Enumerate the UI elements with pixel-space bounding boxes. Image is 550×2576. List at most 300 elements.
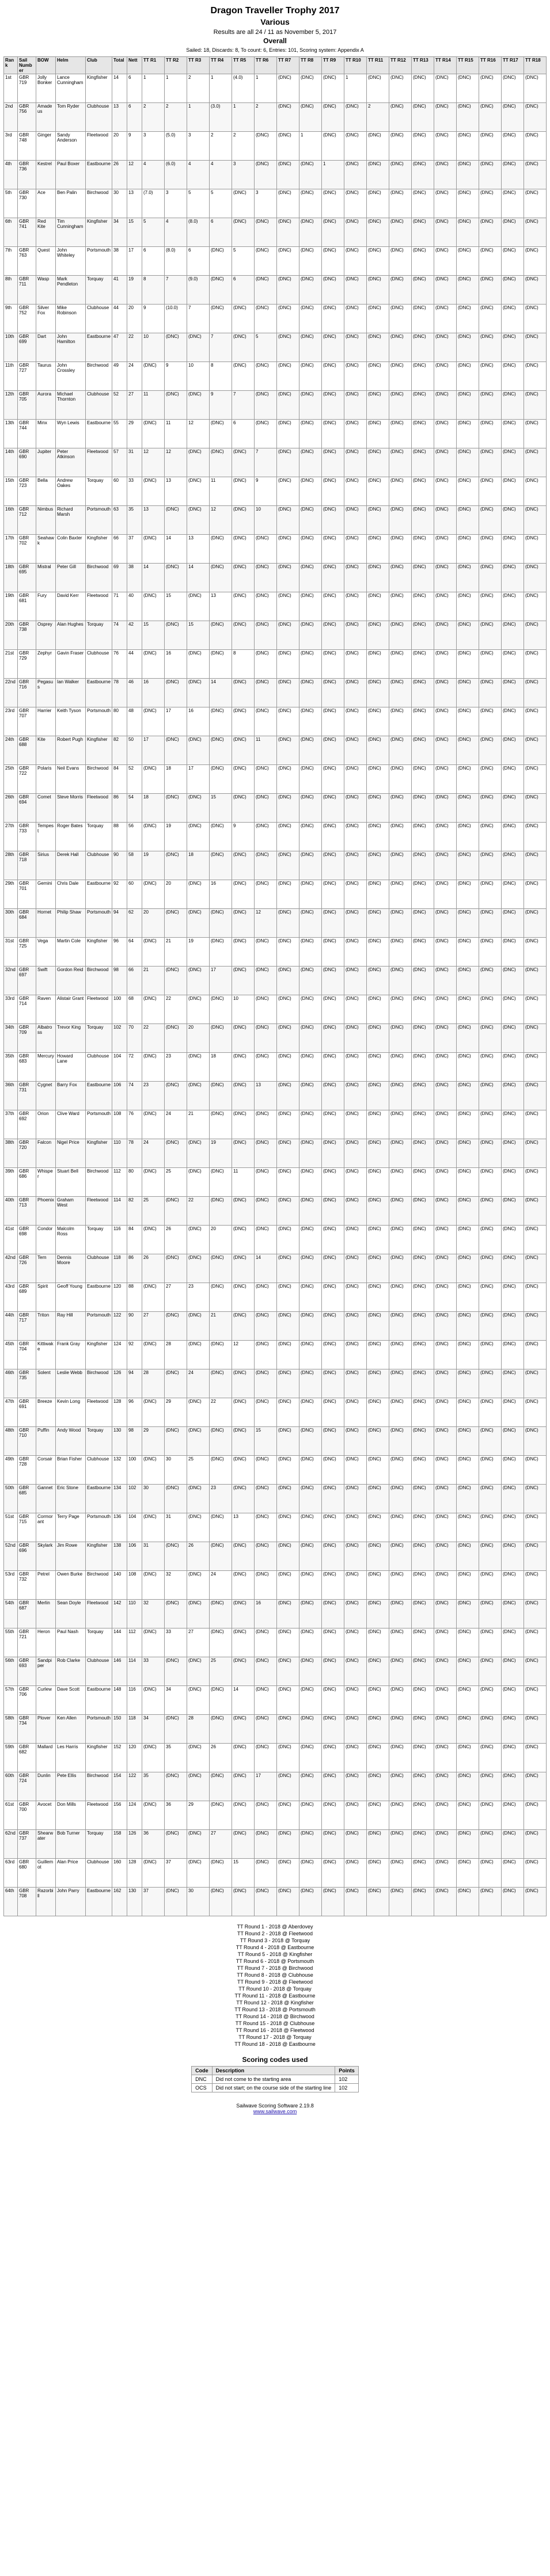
table-cell: (DNC)	[187, 1772, 210, 1801]
table-cell: (DNC)	[389, 333, 412, 362]
table-cell: (DNC)	[299, 621, 322, 650]
table-cell: (DNC)	[187, 880, 210, 909]
table-cell: (DNC)	[367, 1082, 389, 1110]
table-cell: (DNC)	[322, 1427, 344, 1456]
table-cell: (DNC)	[255, 1485, 277, 1513]
table-cell: (DNC)	[502, 1571, 524, 1600]
table-cell: (DNC)	[210, 1715, 232, 1744]
table-cell: 10	[232, 995, 255, 1024]
table-cell: 28	[142, 1369, 165, 1398]
table-cell: (DNC)	[322, 1686, 344, 1715]
column-header: Club	[86, 57, 112, 74]
table-cell: (DNC)	[412, 333, 434, 362]
table-cell: (DNC)	[434, 1254, 457, 1283]
table-cell: (DNC)	[457, 1686, 479, 1715]
table-cell: Pegasus	[36, 679, 56, 707]
table-cell: (DNC)	[367, 1226, 389, 1254]
table-cell: (DNC)	[479, 1772, 502, 1801]
column-header: BOW	[36, 57, 56, 74]
table-row	[4, 1427, 547, 1456]
table-cell: (DNC)	[479, 1686, 502, 1715]
table-cell: GBR 720	[18, 1139, 36, 1168]
table-cell: 48	[127, 707, 142, 736]
table-cell: (DNC)	[434, 880, 457, 909]
table-cell: (DNC)	[232, 1110, 255, 1139]
table-cell: GBR 744	[18, 420, 36, 448]
table-cell: (DNC)	[434, 621, 457, 650]
table-row	[4, 74, 547, 103]
table-cell: (DNC)	[367, 276, 389, 305]
table-cell: (DNC)	[255, 851, 277, 880]
table-cell: (DNC)	[524, 132, 547, 161]
table-cell: 15	[187, 621, 210, 650]
table-cell: (DNC)	[210, 448, 232, 477]
table-cell: GBR 692	[18, 1110, 36, 1139]
table-cell: Kingfisher	[86, 1542, 112, 1571]
table-cell: (DNC)	[322, 1628, 344, 1657]
table-cell: 4	[165, 218, 187, 247]
table-cell: 71	[112, 592, 127, 621]
table-cell: (DNC)	[255, 161, 277, 189]
table-cell: Guillemot	[36, 1859, 56, 1888]
table-cell: (DNC)	[389, 391, 412, 420]
table-cell: (DNC)	[479, 247, 502, 276]
table-cell: (DNC)	[232, 1830, 255, 1859]
table-cell: 132	[112, 1456, 127, 1485]
table-cell: Philip Shaw	[56, 909, 86, 938]
table-cell: (DNC)	[344, 103, 367, 132]
table-cell: (DNC)	[412, 189, 434, 218]
table-cell: (DNC)	[255, 362, 277, 391]
table-cell: Gannet	[36, 1485, 56, 1513]
table-cell: Polaris	[36, 765, 56, 794]
table-cell: (DNC)	[457, 1830, 479, 1859]
table-cell: Raven	[36, 995, 56, 1024]
table-cell: 50	[127, 736, 142, 765]
table-cell: (DNC)	[322, 909, 344, 938]
table-cell: (DNC)	[457, 1456, 479, 1485]
table-cell: (DNC)	[344, 132, 367, 161]
table-cell: Tern	[36, 1254, 56, 1283]
table-cell: (DNC)	[457, 1197, 479, 1226]
table-cell: (DNC)	[457, 1801, 479, 1830]
table-cell: 26	[210, 1744, 232, 1772]
table-cell: (DNC)	[479, 161, 502, 189]
table-cell: Eastbourne	[86, 1888, 112, 1916]
table-cell: Kingfisher	[86, 74, 112, 103]
table-cell: 15	[142, 621, 165, 650]
table-cell: 47	[112, 333, 127, 362]
page-title: Dragon Traveller Trophy 2017	[210, 6, 340, 16]
table-cell: 50th	[4, 1485, 18, 1513]
table-cell: (DNC)	[277, 1139, 299, 1168]
table-cell: (DNC)	[524, 880, 547, 909]
table-cell: 16	[210, 880, 232, 909]
table-cell: (DNC)	[457, 1485, 479, 1513]
table-cell: (DNC)	[479, 1830, 502, 1859]
table-cell: (DNC)	[187, 391, 210, 420]
table-cell: (DNC)	[524, 765, 547, 794]
table-cell: (DNC)	[344, 362, 367, 391]
table-cell: (DNC)	[210, 1197, 232, 1226]
table-cell: GBR 710	[18, 1427, 36, 1456]
table-cell: (DNC)	[142, 1686, 165, 1715]
table-cell: (DNC)	[165, 1197, 187, 1226]
table-cell: (DNC)	[344, 621, 367, 650]
table-cell: 116	[112, 1226, 127, 1254]
column-header: Sail Number	[18, 57, 36, 74]
table-cell: (DNC)	[187, 794, 210, 823]
table-cell: (DNC)	[165, 1657, 187, 1686]
table-cell: (DNC)	[277, 247, 299, 276]
table-cell: (DNC)	[479, 1485, 502, 1513]
table-cell: (DNC)	[502, 967, 524, 995]
table-cell: (DNC)	[434, 1715, 457, 1744]
table-cell: (DNC)	[255, 938, 277, 967]
table-cell: (DNC)	[412, 1254, 434, 1283]
table-cell: 102	[127, 1485, 142, 1513]
table-cell: (DNC)	[322, 535, 344, 564]
table-cell: (DNC)	[479, 909, 502, 938]
table-cell: (DNC)	[187, 995, 210, 1024]
table-cell: (DNC)	[299, 1341, 322, 1369]
table-cell: (DNC)	[165, 1082, 187, 1110]
table-cell: (DNC)	[502, 736, 524, 765]
table-cell: (DNC)	[502, 1024, 524, 1053]
table-cell: (DNC)	[210, 1686, 232, 1715]
table-cell: (DNC)	[277, 909, 299, 938]
table-cell: Ginger	[36, 132, 56, 161]
table-cell: (DNC)	[389, 621, 412, 650]
table-cell: (DNC)	[412, 103, 434, 132]
table-cell: (DNC)	[322, 1369, 344, 1398]
table-cell: (DNC)	[165, 1369, 187, 1398]
table-cell: (DNC)	[322, 592, 344, 621]
table-cell: (DNC)	[142, 707, 165, 736]
table-cell: GBR 693	[18, 1657, 36, 1686]
table-cell: Birchwood	[86, 564, 112, 592]
table-cell: (DNC)	[412, 218, 434, 247]
table-cell: 31	[165, 1513, 187, 1542]
table-cell: 116	[127, 1686, 142, 1715]
table-cell: GBR 723	[18, 477, 36, 506]
table-cell: 30	[187, 1888, 210, 1916]
table-cell: (DNC)	[412, 477, 434, 506]
table-cell: 40	[127, 592, 142, 621]
table-cell: (DNC)	[255, 650, 277, 679]
table-cell: 130	[112, 1427, 127, 1456]
table-cell: (DNC)	[524, 1369, 547, 1398]
table-cell: (DNC)	[479, 1744, 502, 1772]
table-cell: (DNC)	[367, 74, 389, 103]
table-cell: (DNC)	[232, 1053, 255, 1082]
table-cell: 51st	[4, 1513, 18, 1542]
table-cell: Kestrel	[36, 161, 56, 189]
table-cell: (DNC)	[344, 736, 367, 765]
table-cell: (DNC)	[277, 132, 299, 161]
column-header: TT R14	[434, 57, 457, 74]
table-cell: (DNC)	[479, 1024, 502, 1053]
table-cell: GBR 712	[18, 506, 36, 535]
table-cell: (DNC)	[322, 1398, 344, 1427]
table-cell: 13	[210, 592, 232, 621]
table-cell: 29	[127, 420, 142, 448]
table-cell: (DNC)	[524, 1686, 547, 1715]
table-cell: (DNC)	[524, 650, 547, 679]
column-header: Nett	[127, 57, 142, 74]
table-cell: (DNC)	[479, 707, 502, 736]
table-cell: 13	[165, 477, 187, 506]
table-cell: (DNC)	[502, 1312, 524, 1341]
table-cell: 60th	[4, 1772, 18, 1801]
table-cell: (DNC)	[232, 1082, 255, 1110]
table-cell: (DNC)	[210, 909, 232, 938]
table-cell: (DNC)	[299, 823, 322, 851]
table-cell: 74	[112, 621, 127, 650]
table-cell: (DNC)	[232, 592, 255, 621]
table-cell: (DNC)	[389, 909, 412, 938]
table-cell: Peter Gill	[56, 564, 86, 592]
table-cell: (DNC)	[457, 621, 479, 650]
table-cell: (DNC)	[299, 506, 322, 535]
table-cell: 14th	[4, 448, 18, 477]
table-cell: (DNC)	[524, 1801, 547, 1830]
table-cell: (DNC)	[232, 564, 255, 592]
table-cell: (DNC)	[457, 736, 479, 765]
table-cell: (DNC)	[142, 1398, 165, 1427]
table-row	[4, 247, 547, 276]
table-cell: (DNC)	[412, 592, 434, 621]
table-cell: (DNC)	[277, 679, 299, 707]
table-cell: (5.0)	[165, 132, 187, 161]
table-cell: 46th	[4, 1369, 18, 1398]
table-cell: (DNC)	[412, 1830, 434, 1859]
table-cell: 13	[142, 506, 165, 535]
table-cell: Don Mills	[56, 1801, 86, 1830]
table-cell: (DNC)	[277, 650, 299, 679]
table-cell: (DNC)	[412, 161, 434, 189]
table-cell: (DNC)	[142, 1628, 165, 1657]
table-cell: (DNC)	[277, 1513, 299, 1542]
table-cell: Fleetwood	[86, 448, 112, 477]
table-cell: (DNC)	[232, 1542, 255, 1571]
race-note: TT Round 14 - 2018 @ Birchwood	[236, 2014, 314, 2019]
table-row	[4, 765, 547, 794]
table-cell: (DNC)	[277, 564, 299, 592]
table-cell: (DNC)	[142, 1456, 165, 1485]
table-cell: Eastbourne	[86, 1283, 112, 1312]
table-cell: 52	[112, 391, 127, 420]
table-cell: Mercury	[36, 1053, 56, 1082]
table-cell: (DNC)	[457, 1254, 479, 1283]
table-cell: (DNC)	[210, 1628, 232, 1657]
table-cell: Sandpiper	[36, 1657, 56, 1686]
table-cell: 23	[165, 1053, 187, 1082]
table-cell: 33	[142, 1657, 165, 1686]
table-cell: 55	[112, 420, 127, 448]
table-cell: 61st	[4, 1801, 18, 1830]
table-cell: (DNC)	[165, 621, 187, 650]
table-cell: 49	[112, 362, 127, 391]
table-cell: 24	[187, 1369, 210, 1398]
table-cell: (DNC)	[277, 1456, 299, 1485]
table-cell: (DNC)	[479, 1859, 502, 1888]
table-cell: Mistral	[36, 564, 56, 592]
table-cell: (4.0)	[232, 74, 255, 103]
table-cell: (DNC)	[479, 967, 502, 995]
table-row	[4, 333, 547, 362]
table-cell: 23rd	[4, 707, 18, 736]
table-cell: (DNC)	[502, 851, 524, 880]
table-cell: Birchwood	[86, 765, 112, 794]
table-cell: (DNC)	[434, 448, 457, 477]
column-header: TT R6	[255, 57, 277, 74]
table-cell: (DNC)	[412, 391, 434, 420]
table-cell: (DNC)	[277, 1715, 299, 1744]
table-cell: Portsmouth	[86, 1110, 112, 1139]
table-cell: Fleetwood	[86, 1398, 112, 1427]
table-cell: (DNC)	[389, 736, 412, 765]
table-cell: Brian Fisher	[56, 1456, 86, 1485]
table-cell: (DNC)	[277, 1254, 299, 1283]
table-cell: (DNC)	[389, 1283, 412, 1312]
table-cell: (DNC)	[322, 967, 344, 995]
table-cell: (DNC)	[255, 707, 277, 736]
table-cell: (DNC)	[322, 707, 344, 736]
table-cell: (DNC)	[412, 1082, 434, 1110]
codes-cell: OCS	[192, 2084, 213, 2092]
table-cell: 9	[232, 823, 255, 851]
table-cell: (DNC)	[502, 765, 524, 794]
table-cell: (DNC)	[412, 1456, 434, 1485]
table-cell: Torquay	[86, 1427, 112, 1456]
table-cell: (DNC)	[344, 880, 367, 909]
table-cell: 63rd	[4, 1859, 18, 1888]
table-cell: (DNC)	[344, 1485, 367, 1513]
table-cell: (DNC)	[255, 564, 277, 592]
table-cell: (DNC)	[232, 938, 255, 967]
table-cell: Shearwater	[36, 1830, 56, 1859]
table-cell: (DNC)	[502, 161, 524, 189]
table-cell: (DNC)	[232, 1801, 255, 1830]
table-cell: (DNC)	[232, 1628, 255, 1657]
table-cell: (DNC)	[457, 995, 479, 1024]
table-cell: 30th	[4, 909, 18, 938]
table-cell: (DNC)	[187, 333, 210, 362]
table-cell: (DNC)	[502, 880, 524, 909]
table-cell: (DNC)	[457, 1110, 479, 1139]
table-cell: 84	[112, 765, 127, 794]
table-cell: (DNC)	[389, 1197, 412, 1226]
table-cell: (DNC)	[502, 650, 524, 679]
table-cell: 5	[232, 247, 255, 276]
table-cell: (DNC)	[457, 1168, 479, 1197]
table-cell: (DNC)	[479, 1657, 502, 1686]
table-cell: (DNC)	[255, 1024, 277, 1053]
table-cell: GBR 725	[18, 938, 36, 967]
table-cell: Quest	[36, 247, 56, 276]
table-cell: 27	[142, 1312, 165, 1341]
table-cell: (DNC)	[502, 247, 524, 276]
race-note: TT Round 6 - 2018 @ Portsmouth	[236, 1958, 314, 1964]
table-cell: (DNC)	[367, 1024, 389, 1053]
table-cell: (DNC)	[322, 823, 344, 851]
table-cell: (DNC)	[434, 103, 457, 132]
table-cell: (DNC)	[255, 1369, 277, 1398]
table-cell: (DNC)	[457, 362, 479, 391]
table-cell: 76	[127, 1110, 142, 1139]
table-cell: (DNC)	[255, 1398, 277, 1427]
table-cell: (DNC)	[165, 1139, 187, 1168]
table-cell: John Whiteley	[56, 247, 86, 276]
table-cell: (DNC)	[187, 1082, 210, 1110]
table-cell: 6	[127, 103, 142, 132]
table-cell: 21	[165, 938, 187, 967]
table-cell: Graham West	[56, 1197, 86, 1226]
table-cell: 92	[127, 1341, 142, 1369]
table-cell: (DNC)	[434, 1485, 457, 1513]
table-cell: (DNC)	[479, 564, 502, 592]
table-cell: (DNC)	[389, 995, 412, 1024]
table-cell: Razorbill	[36, 1888, 56, 1916]
table-cell: (DNC)	[524, 967, 547, 995]
table-cell: Falcon	[36, 1139, 56, 1168]
table-cell: (DNC)	[524, 1024, 547, 1053]
table-row	[4, 1341, 547, 1369]
table-cell: (DNC)	[434, 1398, 457, 1427]
table-cell: (DNC)	[344, 477, 367, 506]
table-cell: 144	[112, 1628, 127, 1657]
table-row	[4, 362, 547, 391]
table-cell: 6	[187, 247, 210, 276]
table-cell: (DNC)	[524, 1398, 547, 1427]
table-cell: (DNC)	[457, 1053, 479, 1082]
table-cell: (DNC)	[524, 1197, 547, 1226]
table-cell: 17	[255, 1772, 277, 1801]
column-header: Helm	[56, 57, 86, 74]
table-cell: (DNC)	[232, 851, 255, 880]
table-cell: (DNC)	[457, 1341, 479, 1369]
table-cell: 20	[142, 909, 165, 938]
table-cell: (DNC)	[232, 1600, 255, 1628]
footer-link[interactable]: www.sailwave.com	[253, 2109, 297, 2114]
table-cell: (DNC)	[502, 1456, 524, 1485]
table-cell: GBR 719	[18, 74, 36, 103]
table-cell: (DNC)	[344, 1369, 367, 1398]
table-cell: (DNC)	[255, 305, 277, 333]
table-cell: (DNC)	[232, 909, 255, 938]
table-cell: (DNC)	[277, 1744, 299, 1772]
table-cell: (DNC)	[412, 535, 434, 564]
table-cell: (DNC)	[479, 1888, 502, 1916]
table-cell: (DNC)	[479, 218, 502, 247]
table-cell: Neil Evans	[56, 765, 86, 794]
table-cell: (DNC)	[255, 1197, 277, 1226]
table-cell: (DNC)	[299, 679, 322, 707]
table-cell: (DNC)	[389, 1744, 412, 1772]
table-cell: Portsmouth	[86, 506, 112, 535]
table-cell: 19	[210, 1139, 232, 1168]
codes-cell: Did not start; on the course side of the starting line	[212, 2084, 335, 2092]
table-cell: (DNC)	[367, 1427, 389, 1456]
table-cell: (DNC)	[255, 823, 277, 851]
table-cell: (DNC)	[412, 1628, 434, 1657]
table-cell: (DNC)	[524, 995, 547, 1024]
table-cell: 25	[142, 1197, 165, 1226]
table-row	[4, 161, 547, 189]
table-cell: (DNC)	[255, 1744, 277, 1772]
table-cell: 118	[127, 1715, 142, 1744]
